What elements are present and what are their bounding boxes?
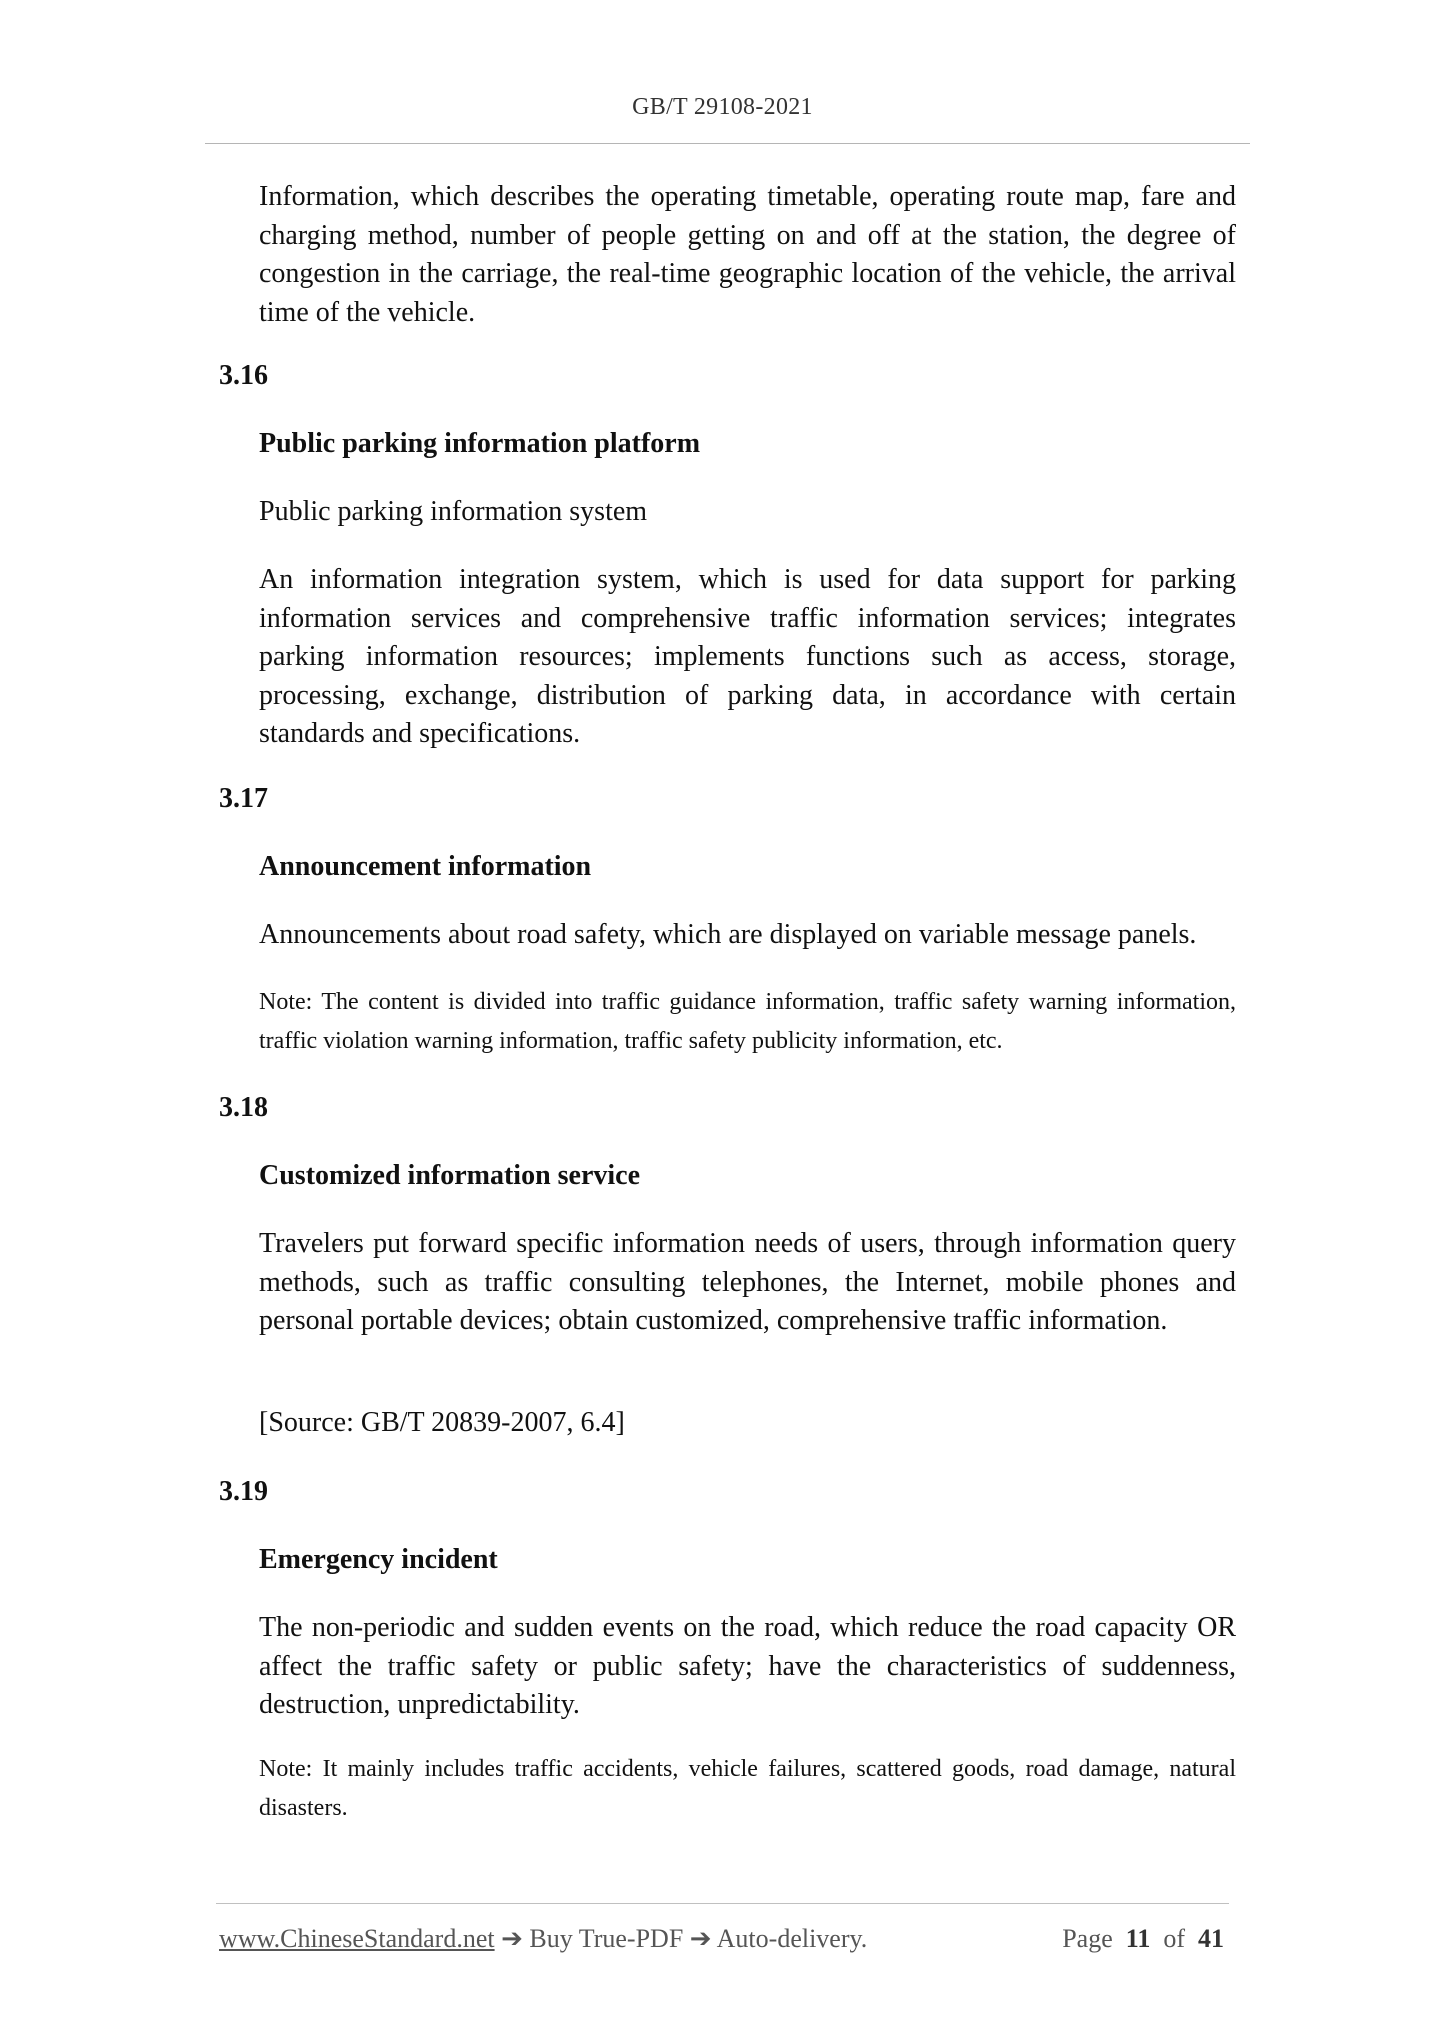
definition-3-18: Travelers put forward specific information needs of users, through information query methods, such as traffic consulting telephones, the Internet, mobile phones and personal portable devices; obtain customized, comprehensive traffic information.	[259, 1228, 1236, 1336]
synonym-public-parking-information-system: Public parking information system	[259, 496, 648, 527]
term-public-parking-information-platform: Public parking information platform	[259, 428, 701, 459]
definition-3-17: Announcements about road safety, which are displayed on variable message panels.	[259, 919, 1197, 950]
term-announcement-information: Announcement information	[259, 851, 592, 882]
term-customized-information-service: Customized information service	[259, 1160, 641, 1191]
auto-delivery-text: Auto-delivery.	[716, 1924, 868, 1953]
footer-promo	[219, 1924, 867, 1954]
of-label: of	[1163, 1924, 1185, 1953]
page-label: Page	[1062, 1924, 1113, 1953]
source-reference-3-18: [Source: GB/T 20839-2007, 6.4]	[259, 1407, 625, 1438]
note-3-17: Note: The content is divided into traffic guidance information, traffic safety warning information, traffic violation warning information, traffic safety publicity information, etc.	[259, 989, 1236, 1054]
section-number-3-19: 3.19	[219, 1476, 268, 1507]
intro-paragraph: Information, which describes the operating timetable, operating route map, fare and charging method, number of people getting on and off at the station, the degree of congestion in the carriage, the real-time geographic location of the vehicle, the arrival time of the vehicle.	[259, 181, 1236, 328]
section-number-3-17: 3.17	[219, 783, 268, 814]
section-number-3-16: 3.16	[219, 360, 268, 391]
site-link[interactable]: www.ChineseStandard.net	[219, 1924, 495, 1953]
page-indicator	[1062, 1924, 1224, 1954]
definition-3-16: An information integration system, which is used for data support for parking information services and comprehensive traffic information services; integrates parking information resources; implements functions such as access, storage, processing, exchange, distribution of parking data, in accordance with certain standards and specifications.	[259, 564, 1236, 749]
document-code-header: GB/T 29108-2021	[632, 94, 813, 120]
header-divider	[205, 143, 1250, 144]
arrow-right-icon: ➔	[683, 1924, 717, 1953]
term-emergency-incident: Emergency incident	[259, 1544, 498, 1575]
arrow-right-icon: ➔	[494, 1924, 530, 1953]
definition-3-19: The non-periodic and sudden events on the road, which reduce the road capacity OR affect the traffic safety or public safety; have the characteristics of suddenness, destruction, unpredictability.	[259, 1612, 1236, 1720]
buy-true-pdf-text: Buy True-PDF	[529, 1924, 684, 1953]
footer-divider	[216, 1903, 1229, 1904]
current-page-number: 11	[1125, 1924, 1151, 1953]
note-3-19: Note: It mainly includes traffic accidents, vehicle failures, scattered goods, road damage, natural disasters.	[259, 1756, 1236, 1821]
section-number-3-18: 3.18	[219, 1092, 268, 1123]
total-pages-number: 41	[1198, 1924, 1224, 1953]
